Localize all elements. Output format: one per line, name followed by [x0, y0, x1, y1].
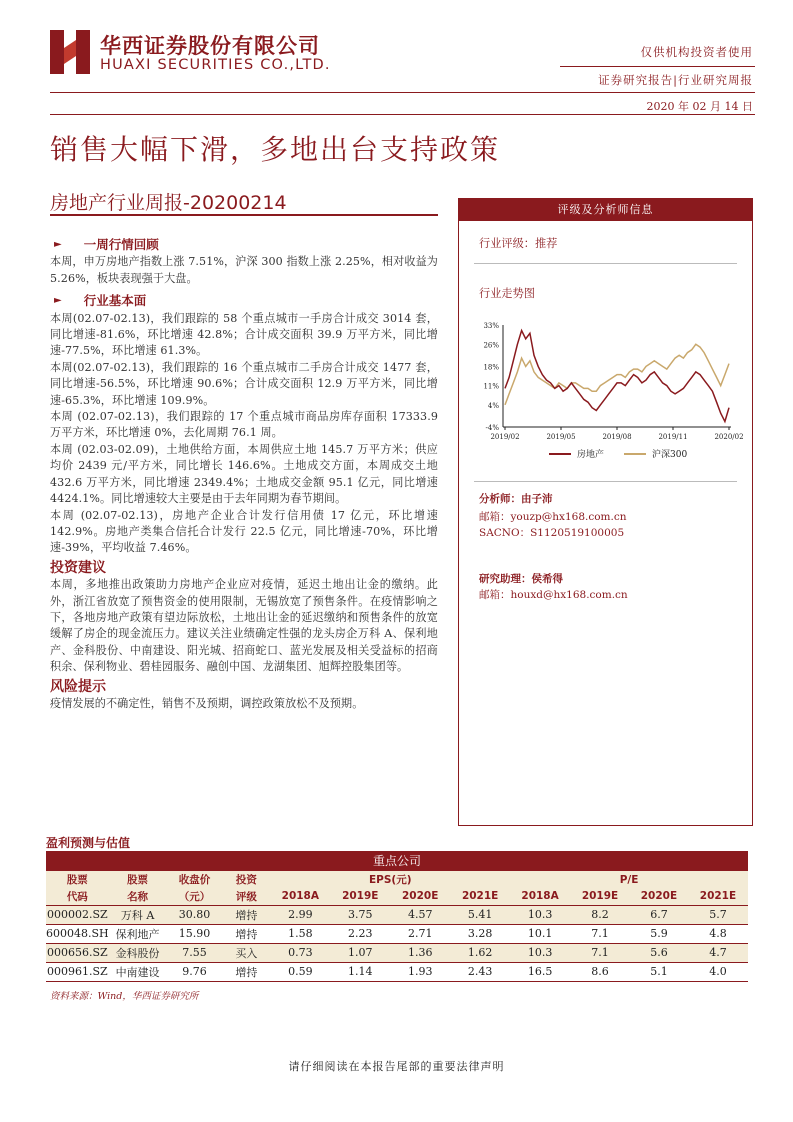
report-type: 证券研究报告|行业研究周报 [598, 73, 753, 87]
paragraph: 本周，多地推出政策助力房地产企业应对疫情，延迟土地出让金的缴纳。此外，浙江省放宽了预售资金的使用限制，无锡放宽了预售条件。在疫情影响之下，各地房地产政策有望边际放松，土地出让金的延迟缴纳和预售条件的放宽缓解了房企的现金流压力。建议关注业绩确定性强的龙头房企万科 A、保利地产、金科股份、中南建设、阳光城、招商蛇口、蓝光发展及相关受益标的招商积余、保利物业、碧桂园服务、融创中国、龙湖集团、旭辉控股集团等。 [50, 578, 438, 674]
header-cell: 投资 [222, 871, 270, 888]
paragraph: 本周(02.07-02.13)，我们跟踪的 16 个重点城市二手房合计成交 1477 套，同比增速-56.5%，环比增速 90.6%；合计成交面积 12.9 万平方米，同比增速-65.3%，环比增速 109.9%。 [50, 360, 438, 407]
table-cell: 2.43 [450, 962, 510, 981]
table-cell: 16.5 [510, 962, 570, 981]
left-column [50, 236, 438, 712]
table-cell: 1.62 [450, 943, 510, 962]
x-tick-label: 2019/08 [602, 433, 632, 441]
table-cell: 4.8 [688, 924, 748, 943]
y-tick-label: 18% [483, 363, 499, 372]
table-cell: 2.99 [270, 905, 330, 924]
table-cell: 5.1 [630, 962, 688, 981]
header-cell-eps: EPS(元) [270, 871, 510, 888]
x-tick-label: 2019/05 [546, 433, 576, 441]
header-cell: 2021E [688, 888, 748, 905]
section-investment-advice [50, 560, 438, 576]
company-logo-icon [50, 30, 90, 74]
y-tick-label: -4% [485, 424, 499, 432]
table-cell: 1.93 [390, 962, 450, 981]
table-cell: 买入 [222, 943, 270, 962]
table-cell: 8.6 [570, 962, 630, 981]
y-tick-label: 11% [483, 382, 499, 391]
header-cell: 股票 [109, 871, 167, 888]
table-cell: 3.28 [450, 924, 510, 943]
report-title: 销售大幅下滑，多地出台支持政策 [50, 133, 501, 166]
company-name-en: HUAXI SECURITIES CO.,LTD. [100, 57, 331, 73]
header-cell: 收盘价 [167, 871, 223, 888]
header-cell: 2019E [570, 888, 630, 905]
table-cell: 10.1 [510, 924, 570, 943]
header-cell: 2018A [270, 888, 330, 905]
header-cell: 2019E [330, 888, 390, 905]
table-title: 盈利预测与估值 [46, 836, 131, 850]
paragraph: 本周(02.07-02.13)，我们跟踪的 58 个重点城市一手房合计成交 3014 套，同比增速-81.6%，环比增速 42.8%；合计成交面积 39.9 万平方米，同比增速-77.5%，环比增速 61.3%。 [50, 311, 438, 358]
section-title: 行业基本面 [83, 293, 147, 309]
table-cell: 600048.SH [46, 924, 109, 943]
trend-chart [469, 317, 749, 467]
triangle-icon: ► [54, 239, 62, 250]
table-group-header: 重点公司 [46, 851, 748, 871]
x-tick-label: 2020/02 [714, 433, 744, 441]
paragraph: 本周，申万房地产指数上涨 7.51%，沪深 300 指数上涨 2.25%，相对收益为 5.26%，板块表现强于大盘。 [50, 255, 438, 285]
table-cell: 5.7 [688, 905, 748, 924]
header-rule [50, 92, 755, 93]
table-cell: 1.14 [330, 962, 390, 981]
table-cell: 000002.SZ [46, 905, 109, 924]
legend-swatch-realestate [549, 453, 571, 455]
header-cell: 股票 [46, 871, 109, 888]
table-cell: 000961.SZ [46, 962, 109, 981]
analyst-sidebar [458, 198, 753, 826]
header-cell: 2018A [510, 888, 570, 905]
header-cell: 名称 [109, 888, 167, 905]
report-subtitle: 房地产行业周报-20200214 [50, 192, 287, 214]
x-tick-label: 2019/11 [658, 433, 688, 441]
header-cell: 2020E [630, 888, 688, 905]
report-date: 2020 年 02 月 14 日 [646, 100, 753, 113]
table-cell: 1.58 [270, 924, 330, 943]
table-cell: 0.59 [270, 962, 330, 981]
table-cell: 0.73 [270, 943, 330, 962]
assistant-name: 研究助理：侯希得 [479, 573, 563, 585]
table-cell: 7.55 [167, 943, 223, 962]
header-cell-pe: P/E [510, 871, 748, 888]
triangle-icon: ► [54, 295, 62, 307]
section-risk [50, 679, 438, 695]
table-cell: 4.0 [688, 962, 748, 981]
y-tick-label: 26% [483, 341, 499, 350]
table-cell: 中南建设 [109, 962, 167, 981]
analyst-email: 邮箱：youzp@hx168.com.cn [479, 511, 627, 523]
table-row [46, 905, 748, 924]
table-source: 资料来源：Wind，华西证券研究所 [50, 991, 199, 1002]
table-cell: 4.7 [688, 943, 748, 962]
audience-notice: 仅供机构投资者使用 [640, 45, 753, 59]
y-axis [483, 322, 503, 432]
table-cell: 8.2 [570, 905, 630, 924]
table-cell: 7.1 [570, 943, 630, 962]
table-cell: 3.75 [330, 905, 390, 924]
table-cell: 增持 [222, 962, 270, 981]
paragraph: 本周 (02.03-02.09)，土地供给方面，本周供应土地 145.7 万平方米；供应均价 2439 元/平方米，同比增长 146.6%。土地成交方面，本周成交土地 432.6 万平方米，同比增速 2349.4%；土地成交金额 95.1 亿元，同比增速 4424.1%。同比增速较大主要是由于去年同期为春节期间。 [50, 442, 438, 506]
table-cell: 30.80 [167, 905, 223, 924]
sidebar-header: 评级及分析师信息 [459, 199, 752, 221]
table-header-row [46, 888, 748, 905]
assistant-email: 邮箱：houxd@hx168.com.cn [479, 589, 628, 601]
table-cell: 5.41 [450, 905, 510, 924]
table-cell: 金科股份 [109, 943, 167, 962]
y-tick-label: 33% [483, 322, 499, 330]
table-row [46, 924, 748, 943]
plot-area [505, 331, 729, 422]
industry-rating: 行业评级：推荐 [479, 237, 558, 250]
table-cell: 5.6 [630, 943, 688, 962]
subtitle-rule [50, 214, 438, 216]
legend-label-hs300: 沪深300 [652, 450, 688, 460]
company-name-cn: 华西证券股份有限公司 [100, 34, 320, 58]
table-cell: 10.3 [510, 905, 570, 924]
section-title: 投资建议 [50, 559, 106, 576]
date-rule [50, 114, 755, 115]
header-cell: 2020E [390, 888, 450, 905]
table-body [46, 905, 748, 981]
x-tick-label: 2019/02 [490, 433, 520, 441]
legal-footer: 请仔细阅读在本报告尾部的重要法律声明 [288, 1060, 505, 1073]
paragraph: 本周 (02.07-02.13)，我们跟踪的 17 个重点城市商品房库存面积 17333.9 万平方米，环比增速 0%，去化周期 76.1 周。 [50, 410, 438, 440]
section-title: 风险提示 [50, 678, 106, 695]
header-cell: 2021E [450, 888, 510, 905]
series-line-hs300 [505, 344, 729, 405]
table-cell: 5.9 [630, 924, 688, 943]
table-cell: 1.36 [390, 943, 450, 962]
y-tick-label: 4% [487, 401, 499, 410]
chart-legend [549, 447, 687, 460]
table-cell: 15.90 [167, 924, 223, 943]
paragraph: 疫情发展的不确定性，销售不及预期，调控政策放松不及预期。 [50, 696, 364, 710]
earnings-forecast-table [46, 871, 748, 982]
table-cell: 4.57 [390, 905, 450, 924]
header-divider [560, 66, 755, 67]
header-cell: 代码 [46, 888, 109, 905]
trend-title: 行业走势图 [479, 287, 535, 300]
table-header-row [46, 871, 748, 888]
x-axis [490, 427, 743, 441]
table-row [46, 962, 748, 981]
table-cell: 000656.SZ [46, 943, 109, 962]
legend-swatch-hs300 [624, 453, 646, 455]
table-cell: 万科 A [109, 905, 167, 924]
table-cell: 10.3 [510, 943, 570, 962]
table-cell: 2.71 [390, 924, 450, 943]
paragraph: 本周 (02.07-02.13)，房地产企业合计发行信用债 17 亿元，环比增速 142.9%。房地产类集合信托合计发行 22.5 亿元，同比增速-70%，环比增速-39%，平均收益 7.46%。 [50, 508, 438, 555]
analyst-sacno: SACNO：S1120519100005 [479, 527, 625, 539]
table-row [46, 943, 748, 962]
sidebar-divider [474, 481, 737, 482]
legend-label-realestate: 房地产 [577, 450, 605, 460]
analyst-name: 分析师：由子沛 [479, 493, 553, 505]
table-cell: 7.1 [570, 924, 630, 943]
table-cell: 增持 [222, 905, 270, 924]
section-market-review [50, 237, 438, 253]
table-cell: 1.07 [330, 943, 390, 962]
table-cell: 保利地产 [109, 924, 167, 943]
table-cell: 9.76 [167, 962, 223, 981]
header-cell: 评级 [222, 888, 270, 905]
table-cell: 6.7 [630, 905, 688, 924]
section-title: 一周行情回顾 [83, 237, 159, 252]
table-cell: 增持 [222, 924, 270, 943]
table-cell: 2.23 [330, 924, 390, 943]
section-fundamentals [50, 293, 438, 309]
sidebar-divider [474, 263, 737, 264]
header-cell: （元） [167, 888, 223, 905]
